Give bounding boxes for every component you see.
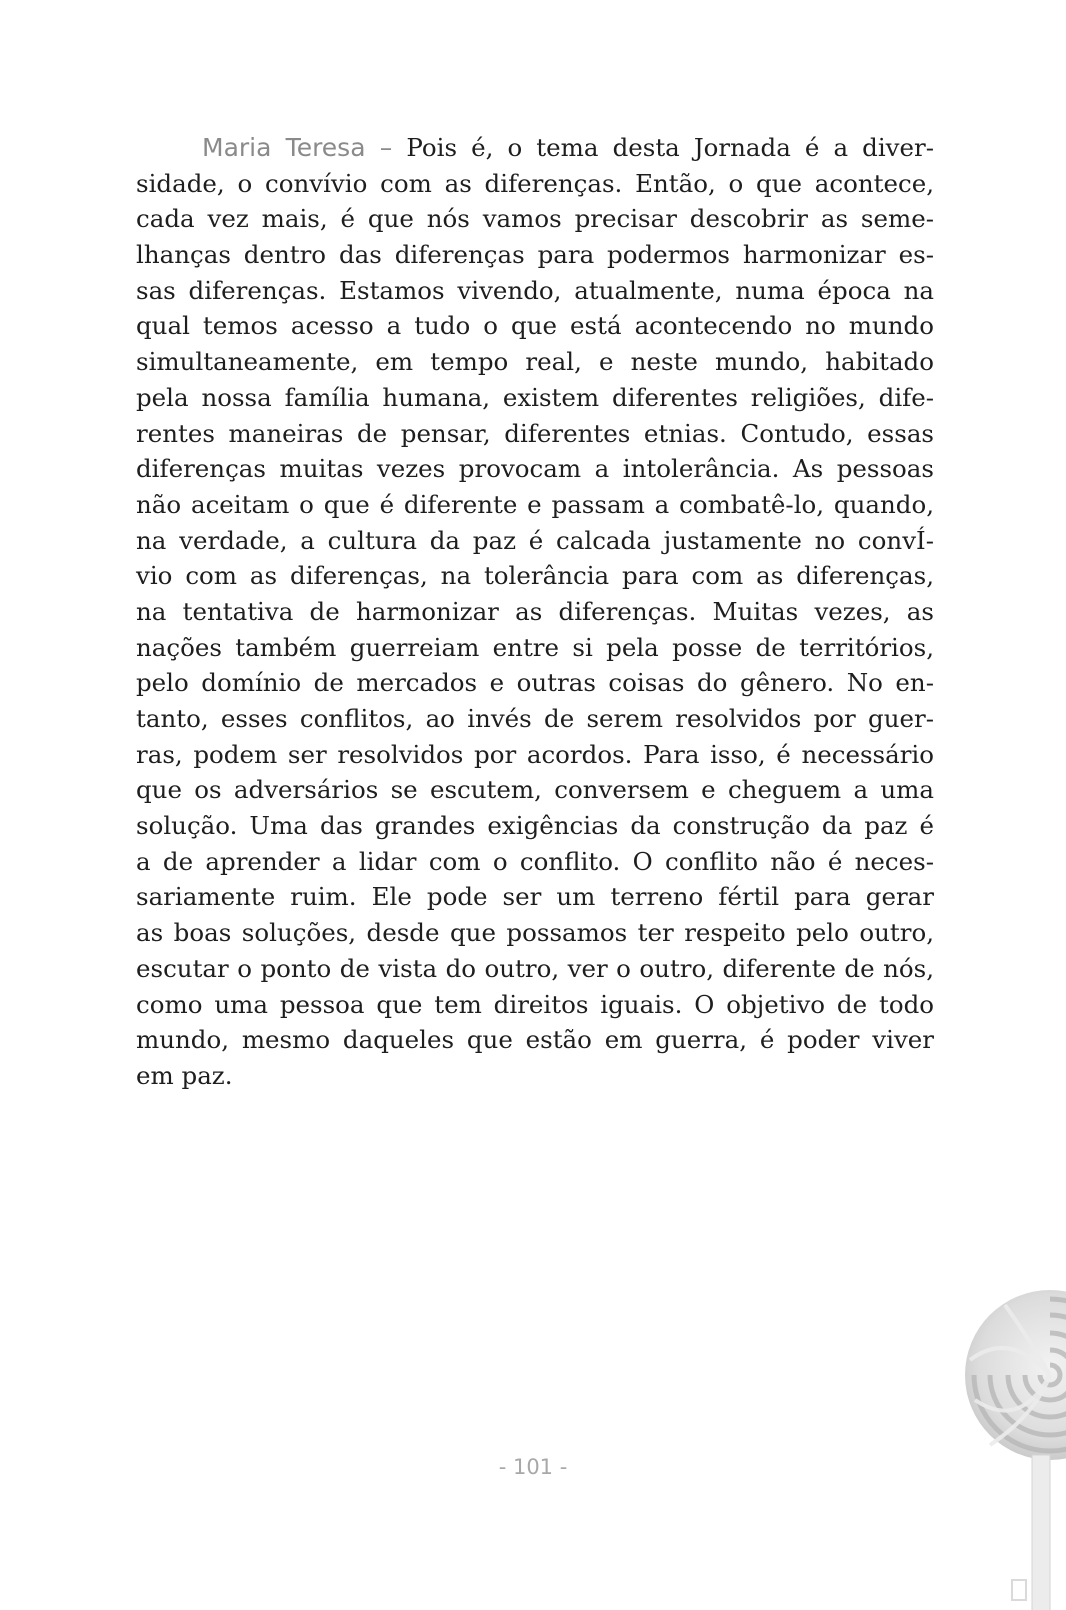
text-line: solução. Uma das grandes exigências da construção da paz é bbox=[136, 811, 934, 841]
speaker-name: Maria Teresa – bbox=[202, 133, 393, 162]
text-line: sariamente ruim. Ele pode ser um terreno fértil para gerar bbox=[136, 882, 934, 912]
text-line: diferenças muitas vezes provocam a intolerância. As pessoas bbox=[136, 454, 934, 484]
text-line: rentes maneiras de pensar, diferentes etnias. Contudo, essas bbox=[136, 418, 934, 448]
text-line: qual temos acesso a tudo o que está acontecendo no mundo bbox=[136, 311, 934, 341]
text-line: na verdade, a cultura da paz é calcada justamente no convÍ- bbox=[136, 525, 934, 555]
text-line: sas diferenças. Estamos vivendo, atualmente, numa época na bbox=[136, 275, 934, 305]
text-line: Maria Teresa – Pois é, o tema desta Jornada é a diver- bbox=[202, 133, 935, 162]
text-line: sidade, o convívio com as diferenças. Então, o que acontece, bbox=[136, 168, 934, 198]
text-line: na tentativa de harmonizar as diferenças. Muitas vezes, as bbox=[136, 596, 934, 626]
text-line: não aceitam o que é diferente e passam a combatê-lo, quando, bbox=[136, 489, 934, 519]
text-line: em paz. bbox=[136, 1060, 233, 1090]
lollipop-icon bbox=[950, 1290, 1066, 1610]
text-line: simultaneamente, em tempo real, e neste mundo, habitado bbox=[136, 347, 934, 377]
text-line: escutar o ponto de vista do outro, ver o outro, diferente de nós, bbox=[136, 953, 934, 983]
text-line: ras, podem ser resolvidos por acordos. Para isso, é necessário bbox=[136, 739, 934, 769]
text-line: vio com as diferenças, na tolerância para com as diferenças, bbox=[136, 561, 934, 591]
text-line: pela nossa família humana, existem diferentes religiões, dife- bbox=[136, 382, 934, 412]
text-line: mundo, mesmo daqueles que estão em guerra, é poder viver bbox=[136, 1025, 934, 1055]
text-line: pelo domínio de mercados e outras coisas do gênero. No en- bbox=[136, 668, 934, 698]
text-line: que os adversários se escutem, conversem e cheguem a uma bbox=[136, 775, 934, 805]
text-line: nações também guerreiam entre si pela posse de territórios, bbox=[136, 632, 934, 662]
body-paragraph bbox=[136, 130, 934, 1094]
text-line: a de aprender a lidar com o conflito. O conflito não é neces- bbox=[136, 846, 934, 876]
page-number: - 101 - bbox=[498, 1455, 568, 1479]
text-line: lhanças dentro das diferenças para podermos harmonizar es- bbox=[136, 240, 934, 270]
text-line: as boas soluções, desde que possamos ter respeito pelo outro, bbox=[136, 918, 934, 948]
text-line: cada vez mais, é que nós vamos precisar descobrir as seme- bbox=[136, 204, 934, 234]
text-line: como uma pessoa que tem direitos iguais. O objetivo de todo bbox=[136, 989, 934, 1019]
text-line: tanto, esses conflitos, ao invés de serem resolvidos por guer- bbox=[136, 704, 934, 733]
